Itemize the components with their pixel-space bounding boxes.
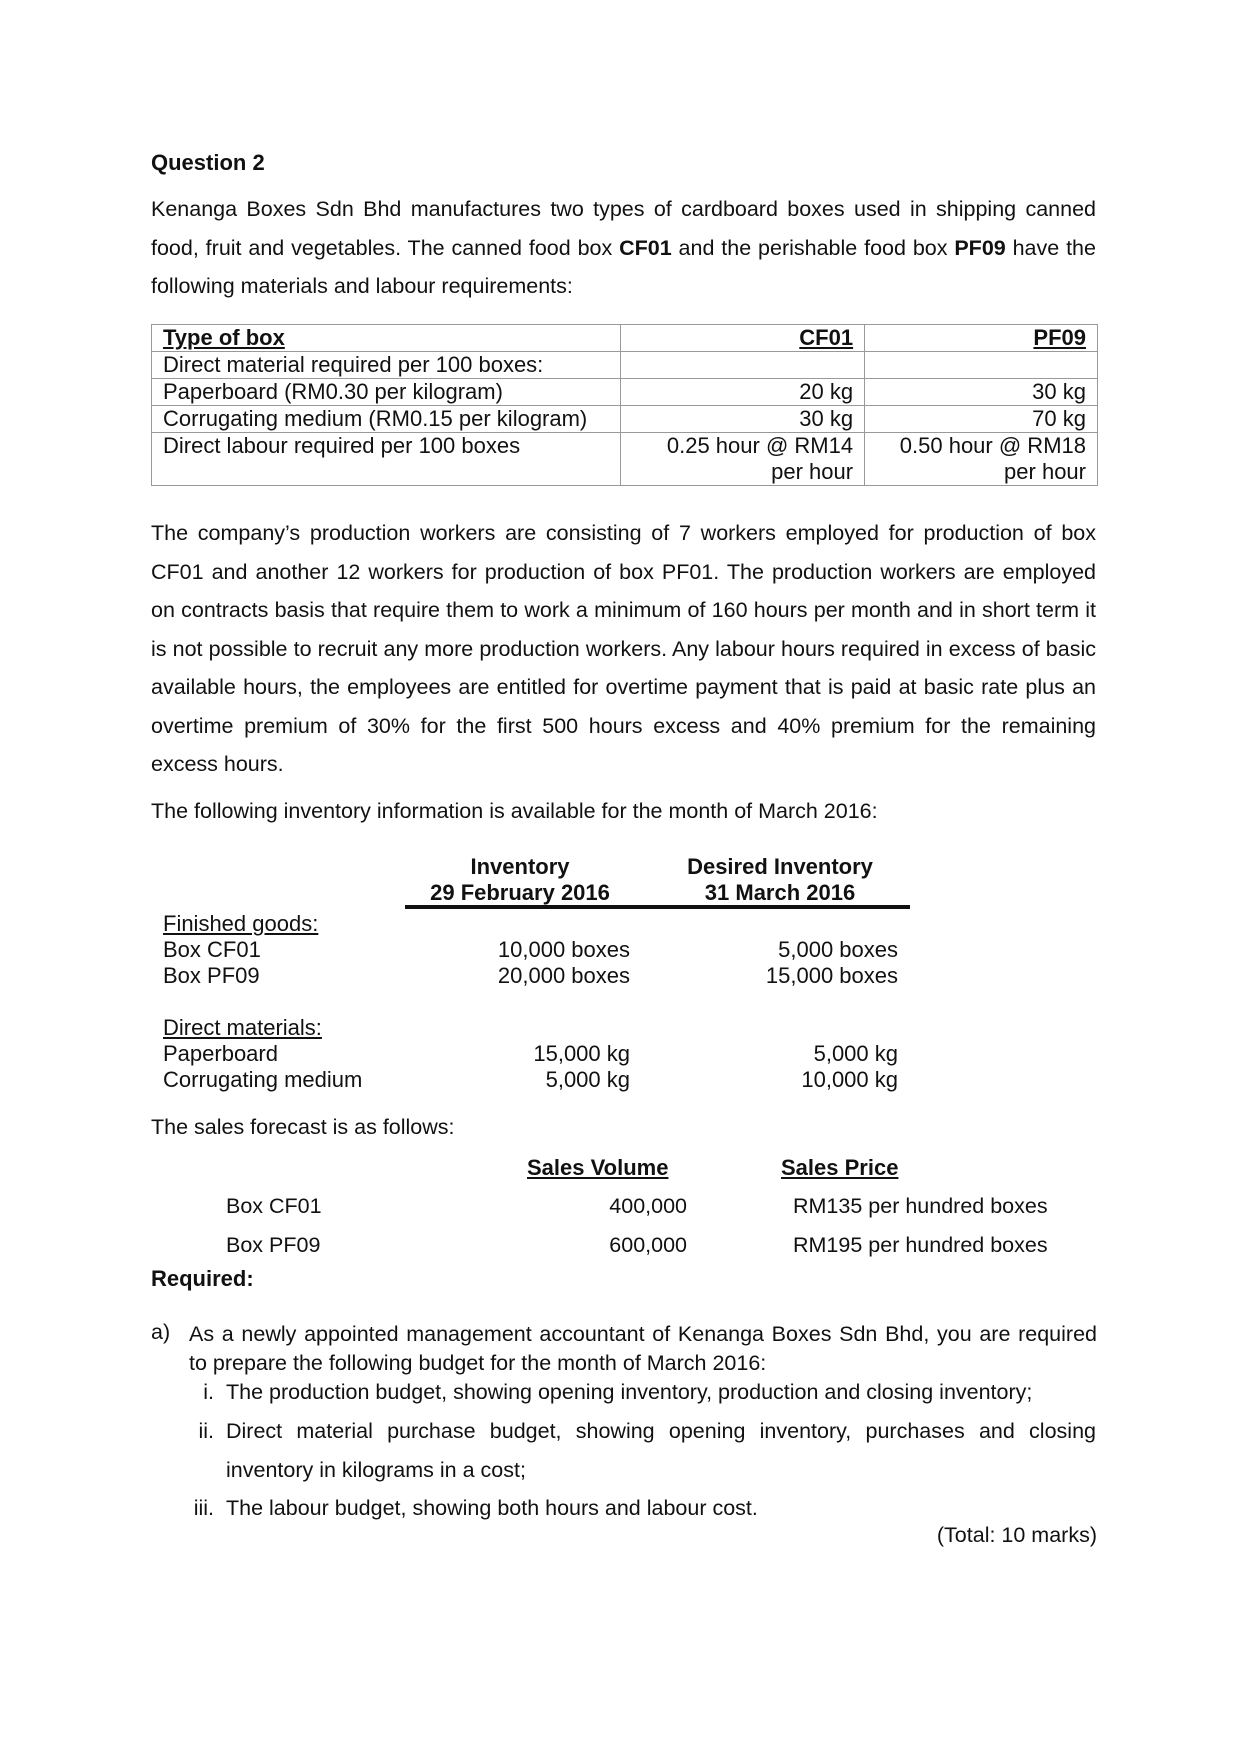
pf09-labour: 0.50 hour @ RM18	[899, 433, 1086, 458]
sales-lead: The sales forecast is as follows:	[151, 1115, 455, 1139]
sales-volume: 400,000	[609, 1194, 687, 1218]
finished-opening: 20,000 boxes	[497, 963, 630, 988]
cf01-value: 20 kg	[621, 379, 865, 406]
sales-volume: 600,000	[609, 1233, 687, 1257]
finished-desired: 15,000 boxes	[765, 963, 898, 988]
header-pf09: PF09	[1033, 325, 1086, 350]
inventory-desired-header: Desired Inventory 31 March 2016	[687, 854, 873, 905]
sales-price: RM195 per hundred boxes	[793, 1233, 1048, 1257]
cf01-labour: 0.25 hour @ RM14	[666, 433, 854, 458]
material-desired: 5,000 kg	[813, 1041, 898, 1066]
sub-item-number: iii.	[193, 1496, 214, 1520]
sub-item-text: Direct material purchase budget, showing opening inventory, purchases and closing	[226, 1419, 1096, 1443]
requirements-table	[151, 324, 1098, 486]
finished-item: Box PF09	[163, 963, 260, 988]
inventory-opening-header: Inventory 29 February 2016	[430, 854, 610, 905]
table-row	[152, 406, 1098, 433]
sub-item-text: The labour budget, showing both hours and labour cost.	[226, 1496, 758, 1520]
sales-item: Box PF09	[226, 1233, 321, 1257]
row-label: Corrugating medium (RM0.15 per kilogram)	[152, 406, 621, 433]
table-row	[152, 352, 1098, 379]
pf09-value: 70 kg	[865, 406, 1098, 433]
inventory-lead: The following inventory information is available for the month of March 2016:	[151, 799, 878, 823]
material-desired: 10,000 kg	[801, 1067, 898, 1092]
header-type-of-box: Type of box	[163, 325, 285, 350]
row-label: Direct labour required per 100 boxes	[152, 433, 621, 486]
sales-price-header: Sales Price	[781, 1155, 899, 1180]
row-label: Paperboard (RM0.30 per kilogram)	[152, 379, 621, 406]
intro-paragraph: Kenanga Boxes Sdn Bhd manufactures two types of cardboard boxes used in shipping canned food, fruit and vegetables. The canned food box CF01 and the perishable food box PF09 have the following materials and labour requirements:	[151, 197, 1096, 298]
direct-materials-label: Direct materials:	[163, 1015, 322, 1040]
finished-item: Box CF01	[163, 937, 261, 962]
sub-item-text: The production budget, showing opening inventory, production and closing inventory;	[226, 1380, 1033, 1404]
sales-volume-header: Sales Volume	[527, 1155, 669, 1180]
finished-goods-label: Finished goods:	[163, 911, 319, 936]
finished-desired: 5,000 boxes	[778, 937, 898, 962]
sub-item-number: i.	[203, 1380, 214, 1404]
pf09-per-hour: per hour	[1004, 459, 1086, 484]
sub-item-text-continued: inventory in kilograms in a cost;	[226, 1458, 526, 1482]
inventory-header-rule	[405, 905, 910, 909]
cf01-per-hour: per hour	[771, 459, 854, 484]
table-row	[152, 379, 1098, 406]
pf09-value: 30 kg	[865, 379, 1098, 406]
material-opening: 5,000 kg	[545, 1067, 630, 1092]
sales-item: Box CF01	[226, 1194, 322, 1218]
question-title: Question 2	[151, 150, 265, 175]
required-label: Required:	[151, 1266, 254, 1291]
sub-item-number: ii.	[198, 1419, 214, 1443]
finished-opening: 10,000 boxes	[497, 937, 630, 962]
pf09-label: PF09	[954, 235, 1006, 260]
sales-price: RM135 per hundred boxes	[793, 1194, 1048, 1218]
table-header-row	[152, 325, 1098, 352]
part-a-label: a)	[151, 1320, 171, 1344]
cf01-label: CF01	[619, 235, 672, 260]
header-cf01: CF01	[799, 325, 854, 350]
material-item: Paperboard	[163, 1041, 278, 1066]
material-opening: 15,000 kg	[533, 1041, 630, 1066]
table-row	[152, 433, 1098, 486]
total-marks: (Total: 10 marks)	[936, 1523, 1097, 1547]
part-a-text: As a newly appointed management accountant of Kenanga Boxes Sdn Bhd, you are required to prepare the following budget for the month of March 2016:	[189, 1322, 1097, 1375]
row-label: Direct material required per 100 boxes:	[152, 352, 621, 379]
cf01-value: 30 kg	[621, 406, 865, 433]
workers-paragraph: The company’s production workers are consisting of 7 workers employed for production of box CF01 and another 12 workers for production of box PF01. The production workers are employed on contracts basis that require them to work a minimum of 160 hours per month and in short term it is not possible to recruit any more production workers. Any labour hours required in excess of basic available hours, the employees are entitled for overtime payment that is paid at basic rate plus an overtime premium of 30% for the first 500 hours excess and 40% premium for the remaining excess hours.	[151, 521, 1096, 776]
material-item: Corrugating medium	[163, 1067, 363, 1092]
